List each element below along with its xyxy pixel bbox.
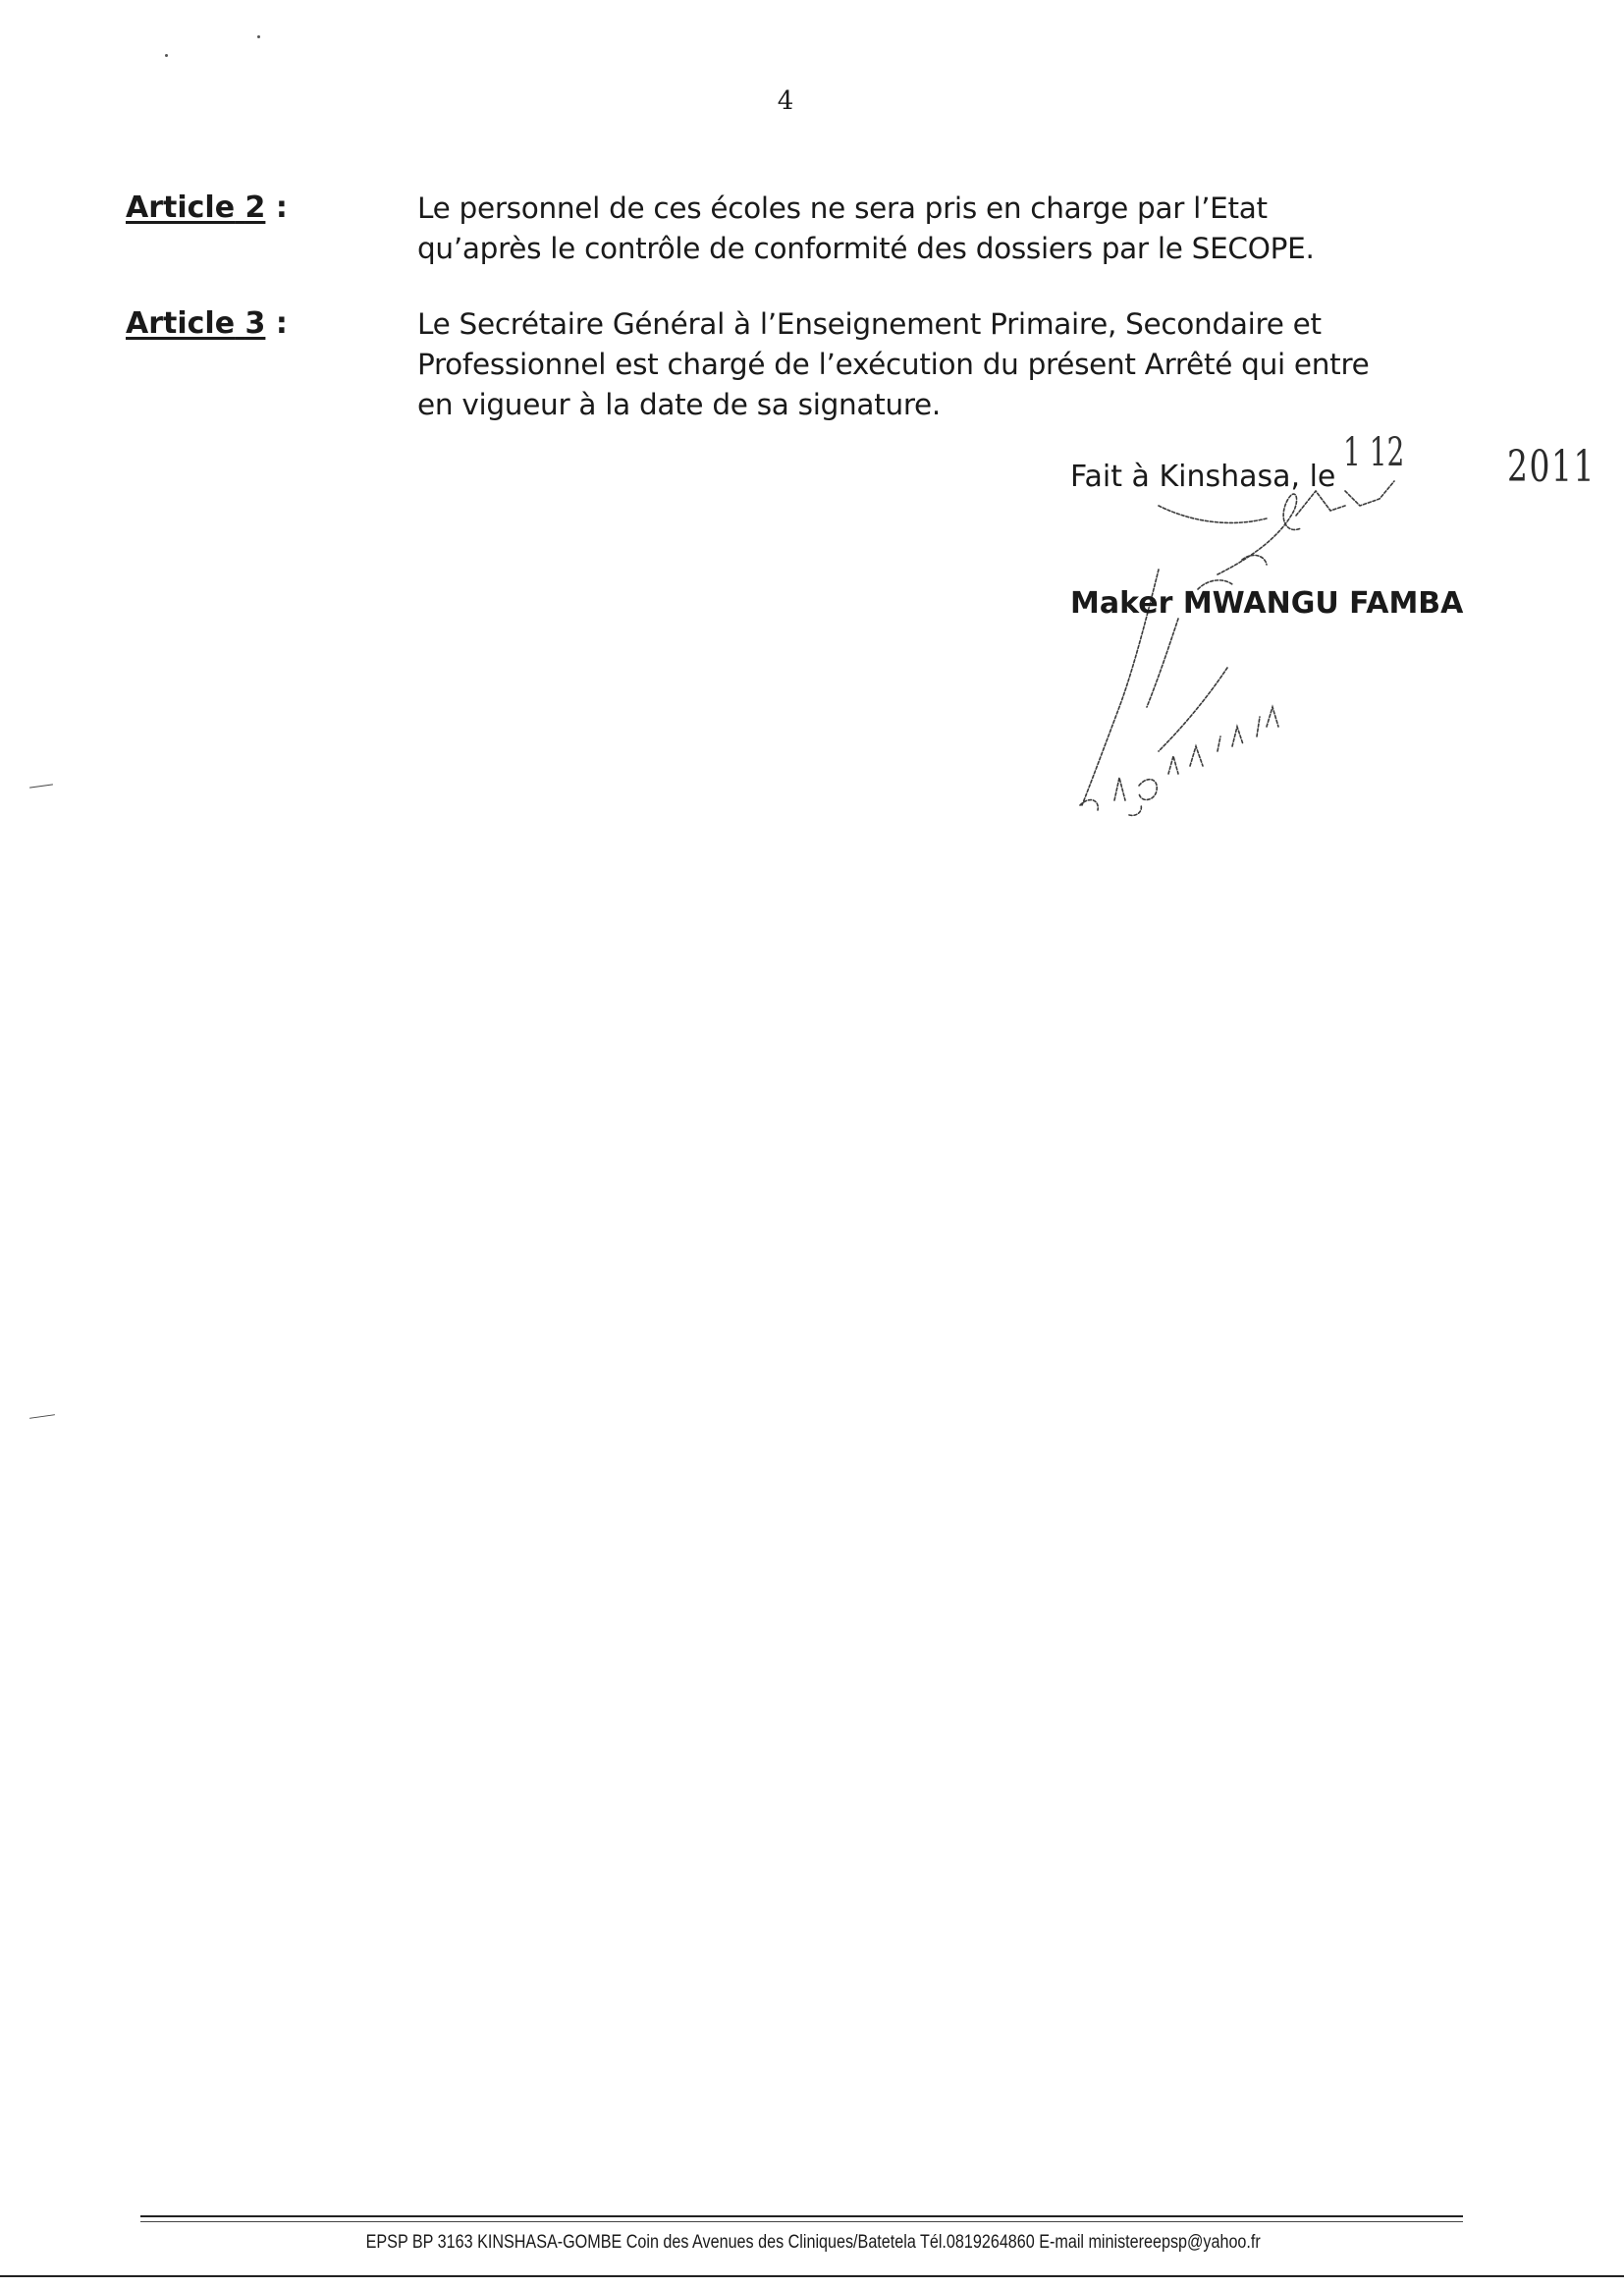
page-number: 4: [777, 86, 794, 116]
article-line: Professionnel est chargé de l’exécution du présent Arrêté qui entre: [417, 348, 1370, 381]
footer-divider: [140, 2221, 1463, 2222]
date-year-stamp: 2011: [1507, 442, 1596, 492]
article-3: [126, 304, 1402, 425]
scan-mark: [29, 784, 53, 788]
signature-icon: [1021, 412, 1492, 854]
article-line: en vigueur à la date de sa signature.: [417, 388, 941, 421]
article-label-word: Article 2: [126, 191, 266, 225]
article-line: Le Secrétaire Général à l’Enseignement Primaire, Secondaire et: [417, 307, 1322, 341]
signatory-name: Maker MWANGU FAMBA: [1070, 586, 1464, 621]
article-2: [126, 189, 1402, 269]
bottom-divider: [0, 2275, 1624, 2277]
article-label: [126, 189, 417, 269]
scan-speck: [257, 35, 260, 38]
place-date: Fait à Kinshasa, le: [1070, 460, 1336, 494]
footer-address: EPSP BP 3163 KINSHASA-GOMBE Coin des Avenues des Cliniques/Batetela Tél.0819264860 E-mail ministereepsp@yahoo.fr: [365, 2232, 1261, 2253]
article-body: [417, 304, 1369, 425]
article-label-word: Article 3: [126, 306, 266, 341]
scan-mark: [29, 1414, 55, 1419]
article-line: qu’après le contrôle de conformité des dossiers par le SECOPE.: [417, 232, 1315, 265]
article-label-colon: :: [275, 306, 288, 341]
handwritten-date-day: 1 12: [1343, 430, 1405, 475]
article-line: Le personnel de ces écoles ne sera pris en charge par l’Etat: [417, 191, 1268, 225]
article-label: [126, 304, 417, 425]
footer-divider: [140, 2215, 1463, 2217]
article-label-colon: :: [275, 191, 288, 225]
article-body: [417, 189, 1315, 269]
scan-speck: [165, 54, 168, 57]
